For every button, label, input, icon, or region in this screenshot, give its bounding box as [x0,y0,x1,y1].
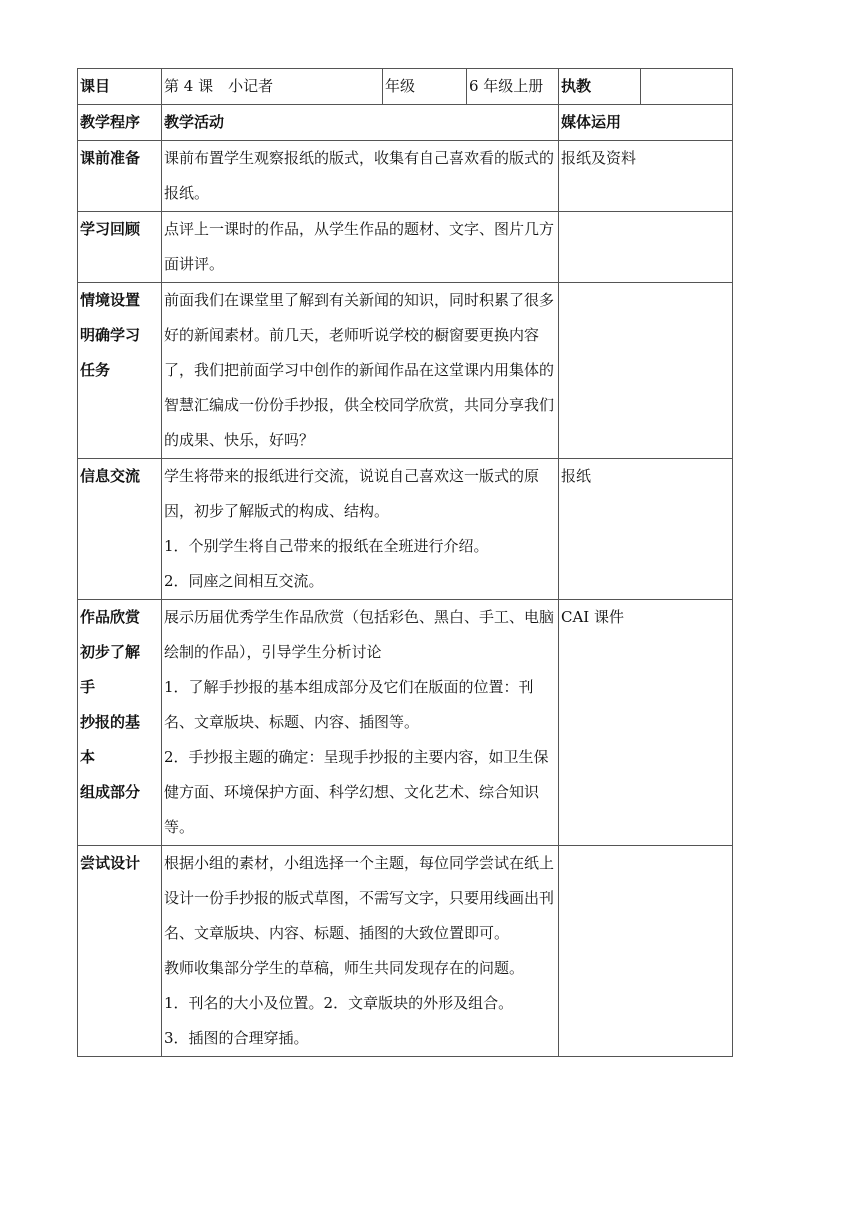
step-activity-paragraph: 展示历届优秀学生作品欣赏（包括彩色、黑白、手工、电脑绘制的作品），引导学生分析讨论 [164,608,555,661]
step-stage-cell [78,283,162,459]
step-stage-cell [78,846,162,1057]
step-activity-paragraph: 点评上一课时的作品，从学生作品的题材、文字、图片几方面讲评。 [164,220,555,273]
course-info-row [78,69,733,105]
step-stage-line: 课前准备 [80,149,141,167]
step-stage-line: 抄报的基 [80,713,141,731]
activity-header: 教学活动 [162,105,559,141]
grade-label: 年级 [383,69,467,105]
step-activity-cell [162,141,559,212]
step-activity-paragraph: 1．了解手抄报的基本组成部分及它们在版面的位置：刊名、文章版块、标题、内容、插图等。 [164,678,534,731]
step-stage-line: 作品欣赏 [80,608,141,626]
teacher-value [641,69,733,105]
step-activity-paragraph: 2．同座之间相互交流。 [164,572,324,590]
column-header-row [78,105,733,141]
step-stage-cell [78,459,162,600]
lesson-plan-table [77,68,733,1057]
step-media-cell: 报纸及资料 [559,141,733,212]
lesson-steps [78,141,733,1057]
step-activity-paragraph: 根据小组的素材，小组选择一个主题，每位同学尝试在纸上设计一份手抄报的版式草图，不需写文字，只要用线画出刊名、文章版块、内容、标题、插图的大致位置即可。 [164,854,555,942]
step-activity-paragraph: 1．个别学生将自己带来的报纸在全班进行介绍。 [164,537,489,555]
step-activity-paragraph: 1．刊名的大小及位置。2．文章版块的外形及组合。 [164,994,514,1012]
step-activity-paragraph: 3．插图的合理穿插。 [164,1029,309,1047]
step-stage-cell [78,600,162,846]
step-activity-paragraph: 2．手抄报主题的确定：呈现手抄报的主要内容，如卫生保健方面、环境保护方面、科学幻想、文化艺术、综合知识等。 [164,748,549,836]
step-stage-cell [78,212,162,283]
step-activity-paragraph: 学生将带来的报纸进行交流，说说自己喜欢这一版式的原因，初步了解版式的构成、结构。 [164,467,540,520]
teacher-label: 执教 [559,69,641,105]
step-media-cell: CAI 课件 [559,600,733,846]
step-stage-line: 本 [80,748,96,766]
lesson-step-row [78,212,733,283]
step-activity-cell [162,283,559,459]
step-activity-cell [162,846,559,1057]
step-media-cell [559,212,733,283]
lesson-step-row [78,846,733,1057]
step-activity-cell [162,212,559,283]
course-value: 第 4 课 小记者 [162,69,383,105]
step-stage-line: 明确学习 [80,326,141,344]
step-activity-paragraph: 前面我们在课堂里了解到有关新闻的知识，同时积累了很多好的新闻素材。前几天，老师听说学校的橱窗要更换内容了，我们把前面学习中创作的新闻作品在这堂课内用集体的智慧汇编成一份份手抄报，供全校同学欣赏，共同分享我们的成果、快乐，好吗？ [164,291,555,449]
step-stage-line: 组成部分 [80,783,141,801]
lesson-step-row [78,459,733,600]
lesson-step-row [78,600,733,846]
step-stage-line: 学习回顾 [80,220,141,238]
step-stage-line: 手 [80,678,96,696]
step-activity-cell [162,459,559,600]
grade-value: 6 年级上册 [467,69,559,105]
lesson-step-row [78,283,733,459]
step-activity-paragraph: 课前布置学生观察报纸的版式，收集有自己喜欢看的版式的报纸。 [164,149,555,202]
step-activity-paragraph: 教师收集部分学生的草稿，师生共同发现存在的问题。 [164,959,525,977]
step-media-cell [559,283,733,459]
step-media-cell: 报纸 [559,459,733,600]
step-stage-line: 尝试设计 [80,854,141,872]
lesson-step-row [78,141,733,212]
step-stage-line: 任务 [80,361,111,379]
step-stage-line: 信息交流 [80,467,141,485]
step-media-cell [559,846,733,1057]
procedure-header: 教学程序 [78,105,162,141]
course-label: 课目 [78,69,162,105]
step-stage-line: 情境设置 [80,291,141,309]
step-stage-cell [78,141,162,212]
step-activity-cell [162,600,559,846]
media-header: 媒体运用 [559,105,733,141]
step-stage-line: 初步了解 [80,643,141,661]
